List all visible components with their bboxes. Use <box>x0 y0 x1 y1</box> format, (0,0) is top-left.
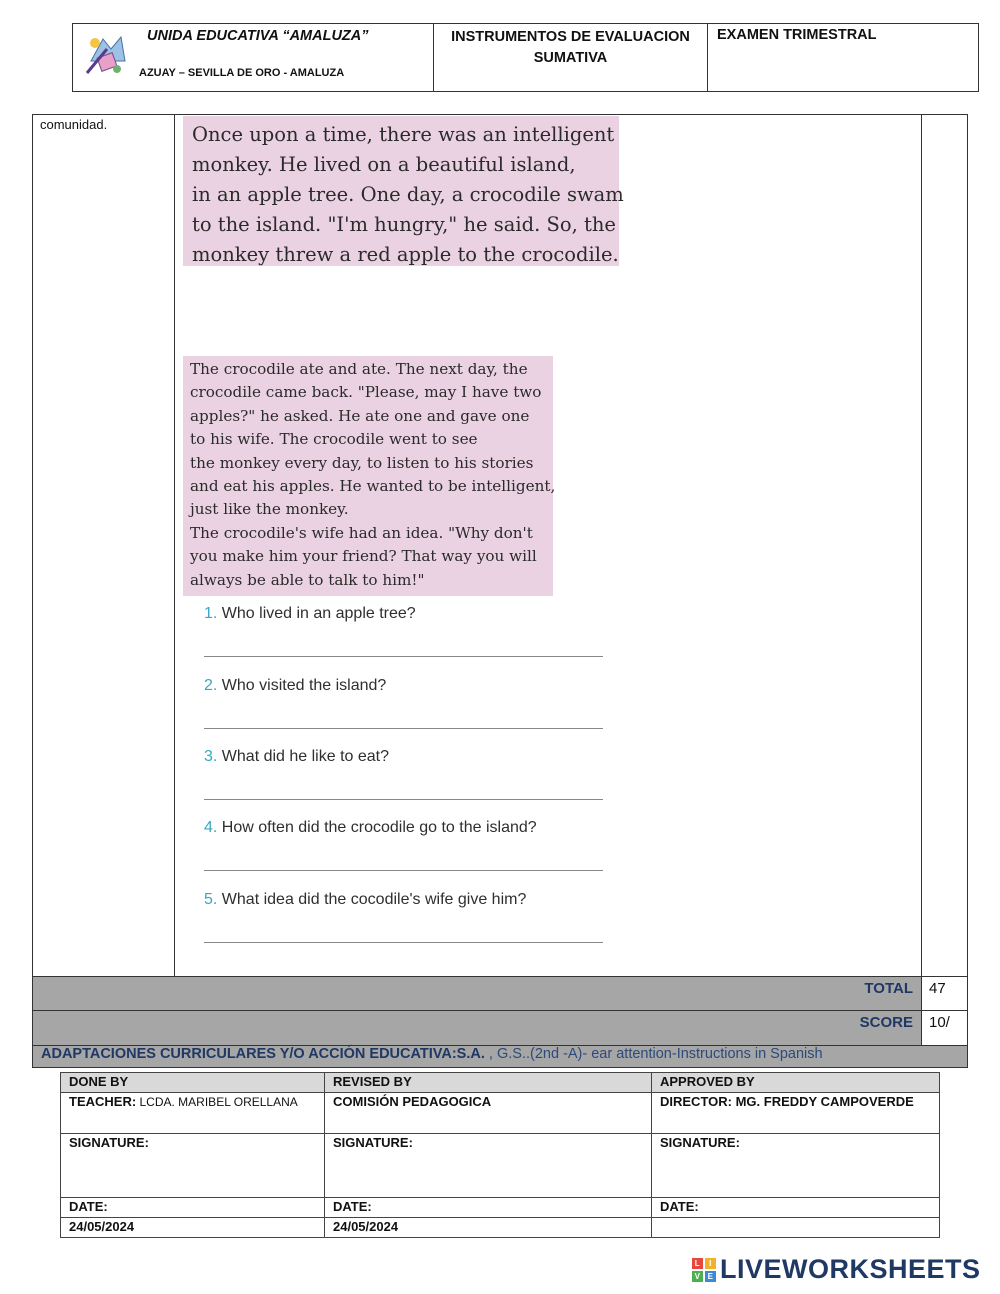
teacher-label: TEACHER: <box>69 1094 137 1109</box>
date-label: DATE: <box>61 1198 325 1218</box>
question-number: 4. <box>204 819 218 836</box>
question-text: Who visited the island? <box>221 677 387 694</box>
signature-field[interactable]: SIGNATURE: <box>652 1134 940 1198</box>
story-line: monkey. He lived on a beautiful island, <box>192 153 576 176</box>
column-divider-right <box>921 114 922 1046</box>
story-line: The crocodile ate and ate. The next day, the <box>190 360 528 378</box>
question-text: Who lived in an apple tree? <box>221 605 416 622</box>
school-name: UNIDA EDUCATIVA “AMALUZA” <box>147 28 369 44</box>
question-number: 5. <box>204 891 218 908</box>
date-value <box>652 1218 940 1238</box>
revisor-cell: COMISIÓN PEDAGOGICA <box>325 1093 652 1134</box>
story-line: The crocodile's wife had an idea. "Why don't <box>190 523 533 542</box>
signature-field[interactable]: SIGNATURE: <box>325 1134 652 1198</box>
logo-square: I <box>705 1258 716 1269</box>
signature-field[interactable]: SIGNATURE: <box>61 1134 325 1198</box>
header-instrument-cell <box>434 24 708 91</box>
date-value: 24/05/2024 <box>61 1218 325 1238</box>
story-line: just like the monkey. <box>190 500 349 519</box>
question-text: How often did the crocodile go to the island? <box>221 819 537 836</box>
total-value: 47 <box>929 980 946 997</box>
date-label: DATE: <box>652 1198 940 1218</box>
story-line: to his wife. The crocodile went to see <box>190 430 478 449</box>
score-label: SCORE <box>859 1014 913 1031</box>
answer-line-1[interactable] <box>204 656 603 657</box>
story-line: the monkey every day, to listen to his stories <box>190 453 534 472</box>
story-passage-1 <box>183 116 624 266</box>
question-3 <box>204 748 389 766</box>
question-2 <box>204 677 386 695</box>
revised-by-header: REVISED BY <box>325 1073 652 1093</box>
header-table <box>72 23 979 92</box>
adaptations-text <box>41 1046 823 1062</box>
story-line: in an apple tree. One day, a crocodile swam <box>192 183 624 206</box>
instrument-line-1: INSTRUMENTOS DE EVALUACION <box>451 29 690 45</box>
approved-by-header: APPROVED BY <box>652 1073 940 1093</box>
adaptations-label: ADAPTACIONES CURRICULARES Y/O ACCIÓN EDUCATIVA:S.A. <box>41 1046 485 1062</box>
question-number: 1. <box>204 605 218 622</box>
answer-line-4[interactable] <box>204 870 603 871</box>
school-logo-icon <box>81 31 131 79</box>
question-1 <box>204 605 416 623</box>
story-line: always be able to talk to him!" <box>190 570 425 589</box>
story-line: you make him your friend? That way you will <box>190 547 537 566</box>
logo-square: E <box>705 1271 716 1282</box>
director-cell: DIRECTOR: MG. FREDDY CAMPOVERDE <box>652 1093 940 1134</box>
total-label: TOTAL <box>864 980 913 997</box>
adaptations-detail: , G.S..(2nd -A)- ear attention-Instructions in Spanish <box>484 1046 823 1062</box>
instrument-line-2: SUMATIVA <box>533 50 608 66</box>
total-label-cell <box>33 977 921 1010</box>
story-line: crocodile came back. "Please, may I have two <box>190 383 542 402</box>
question-text: What did he like to eat? <box>221 748 390 765</box>
left-cell-text: comunidad. <box>40 117 108 132</box>
brand-name: LIVEWORKSHEETS <box>720 1254 981 1284</box>
question-4 <box>204 819 537 837</box>
logo-square: V <box>692 1271 703 1282</box>
question-text: What idea did the cocodile's wife give him? <box>221 891 527 908</box>
signature-table <box>60 1072 940 1238</box>
column-divider-left <box>174 114 175 976</box>
story-line: apples?" he asked. He ate one and gave one <box>190 406 530 425</box>
question-number: 2. <box>204 677 218 694</box>
score-label-cell <box>33 1011 921 1045</box>
answer-line-2[interactable] <box>204 728 603 729</box>
header-school-cell <box>73 24 434 91</box>
school-location: AZUAY – SEVILLA DE ORO - AMALUZA <box>139 67 345 79</box>
story-line: to the island. "I'm hungry," he said. So, the <box>192 213 616 236</box>
done-by-header: DONE BY <box>61 1073 325 1093</box>
story-line: Once upon a time, there was an intelligent <box>192 123 615 146</box>
exam-type: EXAMEN TRIMESTRAL <box>717 27 877 43</box>
liveworksheets-logo[interactable] <box>692 1254 981 1285</box>
liveworksheets-icon <box>692 1258 716 1282</box>
question-5 <box>204 891 526 909</box>
header-exam-cell <box>708 24 978 91</box>
question-number: 3. <box>204 748 218 765</box>
date-value: 24/05/2024 <box>325 1218 652 1238</box>
logo-square: L <box>692 1258 703 1269</box>
story-line: monkey threw a red apple to the crocodile. <box>192 243 619 266</box>
teacher-name: LCDA. MARIBEL ORELLANA <box>136 1095 298 1109</box>
story-passage-2 <box>183 356 556 596</box>
answer-line-3[interactable] <box>204 799 603 800</box>
answer-line-5[interactable] <box>204 942 603 943</box>
date-label: DATE: <box>325 1198 652 1218</box>
teacher-cell <box>61 1093 325 1134</box>
score-value: 10/ <box>929 1014 950 1031</box>
story-line: and eat his apples. He wanted to be intelligent, <box>190 477 556 496</box>
